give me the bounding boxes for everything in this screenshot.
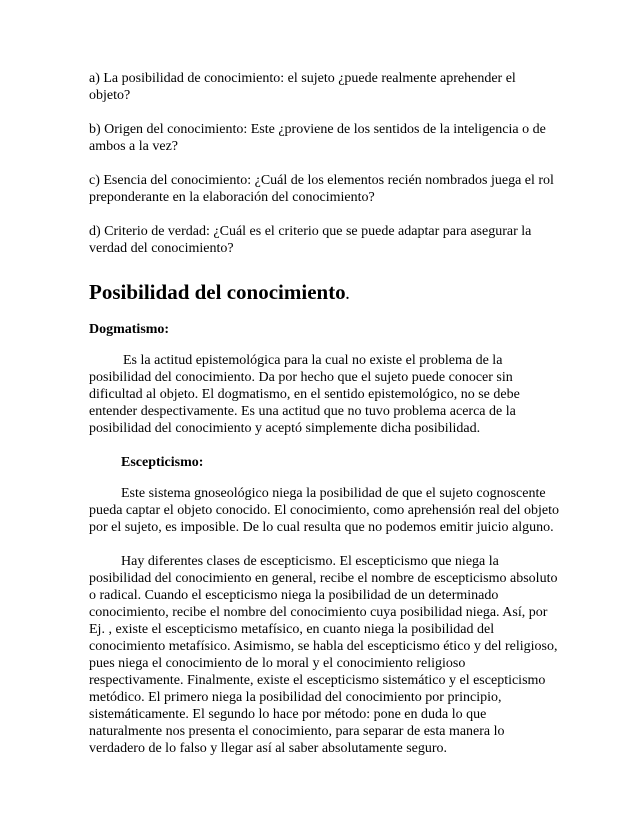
section-heading: [89, 279, 559, 309]
question-d: d) Criterio de verdad: ¿Cuál es el criterio que se puede adaptar para asegurar la verdad del conocimiento?: [89, 224, 532, 256]
escepticismo-paragraph-1: Este sistema gnoseológico niega la posibilidad de que el sujeto cognoscente pueda captar el objeto conocido. El conocimiento, como aprehensión real del objeto por el sujeto, es imposible. De lo cual resulta que no podemos emitir juicio alguno.: [89, 486, 559, 535]
section-heading-text: Posibilidad del conocimiento: [89, 280, 346, 304]
escepticismo-heading: Escepticismo:: [121, 455, 204, 470]
question-b: b) Origen del conocimiento: Este ¿proviene de los sentidos de la inteligencia o de ambos a la vez?: [89, 122, 546, 154]
question-a: a) La posibilidad de conocimiento: el sujeto ¿puede realmente aprehender el objeto?: [89, 71, 516, 103]
escepticismo-paragraph-2: Hay diferentes clases de escepticismo. El escepticismo que niega la posibilidad del conocimiento en general, recibe el nombre de escepticismo absoluto o radical. Cuando el escepticismo niega la posibilidad de un determinado conocimiento, recibe el nombre del conocimiento cuya posibilidad niega. Así, por Ej. , existe el escepticismo metafísico, en cuanto niega la posibilidad del conocimiento metafísico. Asimismo, se habla del escepticismo ético y del religioso, pues niega el conocimiento de lo moral y el conocimiento religioso respectivamente. Finalmente, existe el escepticismo sistemático y el escepticismo metódico. El primero niega la posibilidad del conocimiento por principio, sistemáticamente. El segundo lo hace por método: pone en duda lo que naturalmente nos presenta el conocimiento, para separar de esta manera lo verdadero de lo falso y llegar así al saber absolutamente seguro.: [89, 554, 558, 756]
dogmatismo-paragraph: Es la actitud epistemológica para la cual no existe el problema de la posibilidad del conocimiento. Da por hecho que el sujeto puede conocer sin dificultad al objeto. El dogmatismo, en el sentido epistemológico, no se debe entender despectivamente. Es una actitud que no tuvo problema acerca de la posibilidad del conocimiento y aceptó simplemente dicha posibilidad.: [89, 353, 520, 436]
question-c: c) Esencia del conocimiento: ¿Cuál de los elementos recién nombrados juega el rol preponderante en la elaboración del conocimiento?: [89, 173, 554, 205]
dogmatismo-heading: Dogmatismo:: [89, 322, 170, 337]
section-heading-dot: .: [345, 288, 350, 303]
document-page: [89, 70, 559, 757]
